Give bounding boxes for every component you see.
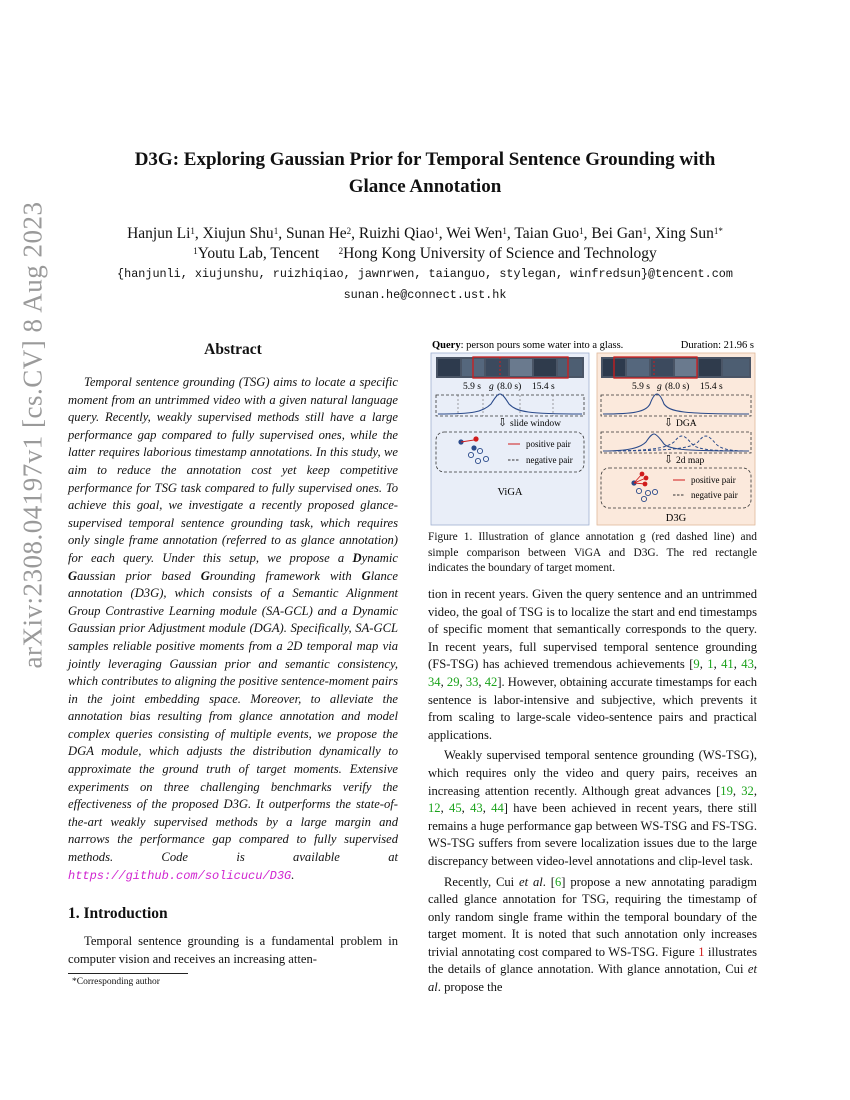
citation-link[interactable]: 12 [428, 801, 441, 816]
paper-title [60, 146, 790, 200]
citation-link[interactable]: 34 [428, 674, 441, 689]
right-column-body [428, 586, 757, 997]
author: Hanjun Li$^1$, [127, 225, 203, 242]
author: Bei Gan$^1$, [591, 225, 655, 242]
affiliations: $^1$Youtu Lab, Tencent $^2$Hong Kong University of Science and Technology [193, 245, 657, 262]
slide-window-label: slide window [510, 419, 561, 429]
citation-link[interactable]: 43 [741, 657, 754, 672]
d3g-positive-legend: positive pair [691, 475, 736, 485]
citation-link[interactable]: 42 [484, 674, 498, 689]
citation-link[interactable]: 43 [470, 801, 483, 816]
email-line-2: sunan.he@connect.ust.hk [343, 288, 507, 302]
figure-caption: Figure 1. Illustration of glance annotation g (red dashed line) and simple comparison between ViGA and D3G. The red rectangle indicates the boundary of target moment. [428, 531, 757, 574]
figure-ref-link[interactable]: 1 [698, 944, 705, 959]
email-line-1: {hanjunli, xiujunshu, ruizhiqiao, jawnrwen, taianguo, stylegan, winfredsun}@tencent.com [117, 267, 733, 281]
intro-paragraph: Temporal sentence grounding is a fundamental problem in computer vision and receives an increasing atten- [68, 934, 398, 966]
d3g-glance-time: (8.0 s) [665, 382, 690, 392]
title-line-1: D3G: Exploring Gaussian Prior for Temporal Sentence Grounding with [134, 149, 716, 170]
author: Sunan He$^2$, [285, 225, 359, 242]
author: Taian Guo$^1$, [514, 225, 592, 242]
title-line-2: Glance Annotation [348, 176, 502, 197]
citation-link[interactable]: 33 [465, 674, 479, 689]
author: Ruizhi Qiao$^1$, [358, 225, 447, 242]
viga-glance-time: (8.0 s) [497, 382, 522, 392]
citation-link[interactable]: 45 [449, 801, 462, 816]
footnote-rule [68, 973, 188, 974]
author: Xiujun Shu$^1$, [202, 225, 286, 242]
down-arrow-icon: ⇩ [664, 454, 674, 466]
footnote: *Corresponding author [72, 977, 160, 987]
code-link[interactable]: https://github.com/solicucu/D3G [68, 868, 292, 883]
paragraph: Recently, Cui et al. [6] propose a new annotating paradigm called glance annotation for TSG, requiring the timestamp of only random single frame within the temporal boundary of the target moment. It is noted that such annotation only increases trivial annotating cost compared to WS-TSG. Figure 1 illustrates the details of glance annotation. With glance annotation, Cui et al. propose the [428, 874, 757, 995]
citation-link[interactable]: 29 [446, 674, 460, 689]
citation-link[interactable]: 1 [707, 657, 714, 672]
arxiv-stamp: arXiv:2308.04197v1 [cs.CV] 8 Aug 2023 [17, 201, 48, 669]
paragraph: Weakly supervised temporal sentence grounding (WS-TSG), which requires only the video and query pairs, receives an increasing attention recently. Although great advances [19, 32, 12, 45, 43, 44] have been achieved in recent years, there still remains a huge performance gap between WS-TSG and FS-TSG. WS-TSG suffers from severe localization issues due to the large discrepancy between video-level annotations and clip-level task. [428, 748, 757, 868]
author: Xing Sun$^{1*}$ [654, 225, 723, 242]
citation-link[interactable]: 44 [491, 801, 504, 816]
down-arrow-icon: ⇩ [498, 417, 508, 429]
viga-positive-legend: positive pair [526, 439, 571, 449]
viga-glance-label: g [489, 382, 494, 392]
viga-label: ViGA [497, 487, 523, 498]
d3g-label: D3G [665, 513, 687, 524]
d3g-negative-legend: negative pair [691, 490, 738, 500]
dga-label: DGA [676, 419, 697, 429]
d3g-frames [601, 357, 751, 378]
author-list [60, 224, 790, 244]
citation-link[interactable]: 6 [555, 874, 562, 889]
figure-duration: Duration: 21.96 s [680, 340, 754, 351]
citation-link[interactable]: 41 [721, 657, 734, 672]
citation-link[interactable]: 19 [720, 783, 733, 798]
viga-frames [436, 357, 584, 378]
citation-link[interactable]: 32 [741, 783, 754, 798]
viga-start-time: 5.9 s [463, 382, 481, 392]
author: Wei Wen$^1$, [446, 225, 515, 242]
map2d-label: 2d map [676, 456, 705, 466]
figure-query: Query: person pours some water into a glass. [432, 340, 624, 351]
citation-link[interactable]: 9 [693, 657, 700, 672]
d3g-glance-label: g [657, 382, 662, 392]
d3g-end-time: 15.4 s [700, 382, 723, 392]
paragraph: tion in recent years. Given the query sentence and an untrimmed video, the goal of TSG is to localize the start and end timestamps of specific moment that semantically corresponds to the query. In recent years, full supervised temporal sentence grounding (FS-TSG) has achieved tremendous achievements [9, 1, 41, 43, 34, 29, 33, 42]. However, obtaining accurate timestamps for each sentence is labor-intensive and subjective, which prevents it from scaling to large-scale video-sentence pairs and practical applications. [428, 587, 758, 742]
viga-end-time: 15.4 s [532, 382, 555, 392]
intro-heading: 1. Introduction [68, 905, 168, 922]
down-arrow-icon: ⇩ [664, 417, 674, 429]
viga-negative-legend: negative pair [526, 455, 573, 465]
figure-1 [428, 338, 758, 528]
d3g-start-time: 5.9 s [632, 382, 650, 392]
abstract-heading: Abstract [204, 341, 262, 358]
abstract-body: Temporal sentence grounding (TSG) aims to locate a specific moment from an untrimmed video with a given natural language query. Recently, weakly supervised methods still have a large performance gap compared to fully supervised ones, while the latter requires laborious timestamp annotations. In this study, we aim to reduce the annotation cost yet keep competitive performance for TSG task compared to fully supervised ones. To achieve this goal, we investigate a recently proposed glance-supervised temporal sentence grounding task, which requires only single frame annotation (referred to as glance annotation) for each query. Under this setup, we propose a Dynamic Gaussian prior based Grounding framework with Glance annotation (D3G), which consists of a Semantic Alignment Group Contrastive Learning module (SA-GCL) and a Dynamic Gaussian prior Adjustment module (DGA). Specifically, SA-GCL samples reliable positive moments from a 2D temporal map via jointly leveraging Gaussian prior and semantic consistency, which contributes to aligning the positive sentence-moment pairs in the joint embedding space. Moreover, to alleviate the annotation bias resulting from glance annotation and model complex queries consisting of multiple events, we propose the DGA module, which adjusts the distribution dynamically to approximate the ground truth of target moments. Extensive experiments on three challenging benchmarks verify the effectiveness of the proposed D3G. It outperforms the state-of-the-art weakly supervised methods by a large margin and narrows the performance gap compared to fully supervised methods. Code is available at https://github.com/solicucu/D3G. [68, 375, 398, 883]
